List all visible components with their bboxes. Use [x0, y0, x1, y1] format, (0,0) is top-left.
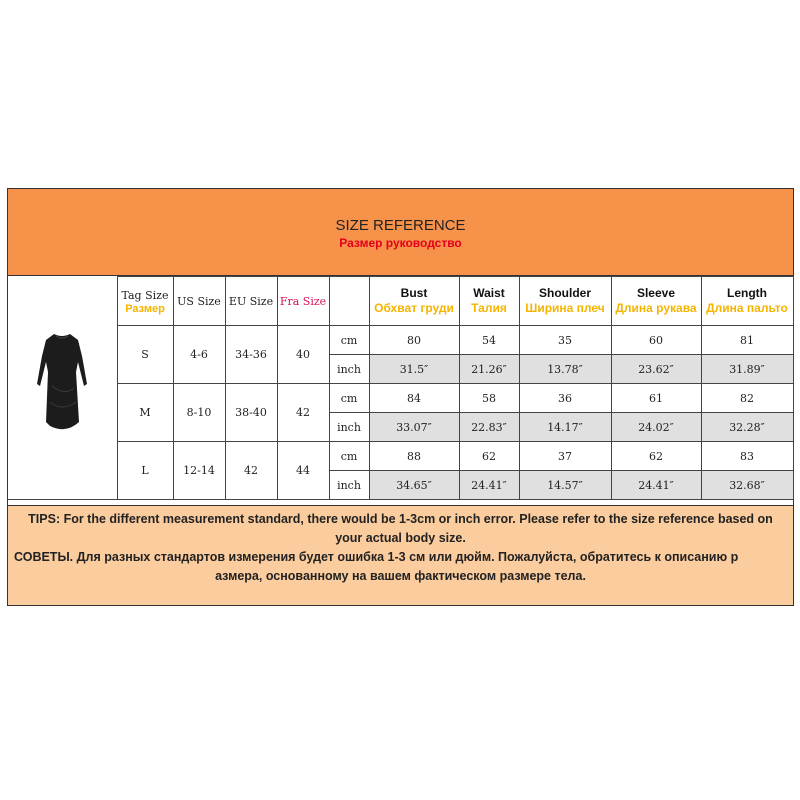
size-chart: [7, 188, 794, 606]
tips-russian-line-1: СОВЕТЫ. Для разных стандартов измерения будет ошибка 1-3 см или дюйм. Пожалуйста, обратитесь к описанию р: [14, 550, 739, 564]
sleeve-cm-m: 61: [611, 384, 701, 413]
size-table: [8, 276, 794, 500]
eu-size-l: 42: [225, 442, 277, 500]
unit-header-blank: [329, 277, 369, 326]
length-header: [701, 277, 793, 326]
fra-size-l: 44: [277, 442, 329, 500]
chart-subtitle: Размер руководство: [339, 236, 462, 250]
waist-cm-s: 54: [459, 326, 519, 355]
bust-cm-m: 84: [369, 384, 459, 413]
shoulder-inch-s: 13.78″: [519, 355, 611, 384]
size-l-cm-row: [8, 442, 793, 471]
sleeve-header: [611, 277, 701, 326]
shoulder-inch-m: 14.17″: [519, 413, 611, 442]
sleeve-inch-l: 24.41″: [611, 471, 701, 500]
unit-inch: inch: [329, 413, 369, 442]
eu-size-m: 38-40: [225, 384, 277, 442]
us-size-m: 8-10: [173, 384, 225, 442]
bust-inch-l: 34.65″: [369, 471, 459, 500]
tips-english: TIPS: For the different measurement standard, there would be 1-3cm or inch error. Please refer to the size reference based on your actual body size.: [28, 512, 773, 545]
sleeve-inch-s: 23.62″: [611, 355, 701, 384]
tips-box: [8, 505, 793, 605]
waist-inch-s: 21.26″: [459, 355, 519, 384]
waist-cm-m: 58: [459, 384, 519, 413]
fra-size-header: [277, 277, 329, 326]
fra-size-label: Fra Size: [279, 294, 327, 308]
us-size-s: 4-6: [173, 326, 225, 384]
unit-inch: inch: [329, 471, 369, 500]
waist-cm-l: 62: [459, 442, 519, 471]
tag-size-header: [117, 277, 173, 326]
fra-size-s: 40: [277, 326, 329, 384]
tips-russian-line-2: азмера, основанному на вашем фактическом размере тела.: [215, 569, 586, 583]
chart-header: [8, 189, 793, 276]
us-size-header: US Size: [173, 277, 225, 326]
sleeve-label: Sleeve: [636, 286, 676, 300]
waist-inch-l: 24.41″: [459, 471, 519, 500]
header-row: [8, 277, 793, 326]
eu-size-header: EU Size: [225, 277, 277, 326]
product-photo-cell: [8, 277, 117, 500]
length-label-ru: Длина пальто: [706, 301, 788, 315]
chart-title: SIZE REFERENCE: [335, 217, 466, 234]
sleeve-label-ru: Длина рукава: [615, 301, 697, 315]
tag-size-m: M: [117, 384, 173, 442]
bust-inch-m: 33.07″: [369, 413, 459, 442]
sleeve-cm-s: 60: [611, 326, 701, 355]
shoulder-cm-s: 35: [519, 326, 611, 355]
bust-cm-l: 88: [369, 442, 459, 471]
unit-cm: cm: [329, 326, 369, 355]
eu-size-s: 34-36: [225, 326, 277, 384]
shoulder-cm-l: 37: [519, 442, 611, 471]
shoulder-label: Shoulder: [538, 286, 591, 300]
sleeve-inch-m: 24.02″: [611, 413, 701, 442]
tag-size-s: S: [117, 326, 173, 384]
shoulder-header: [519, 277, 611, 326]
unit-cm: cm: [329, 384, 369, 413]
length-cm-l: 83: [701, 442, 793, 471]
tips-russian: [14, 548, 787, 586]
shoulder-label-ru: Ширина плеч: [525, 301, 605, 315]
bust-cm-s: 80: [369, 326, 459, 355]
tag-size-label-ru: Размер: [125, 302, 165, 315]
unit-cm: cm: [329, 442, 369, 471]
length-inch-s: 31.89″: [701, 355, 793, 384]
size-m-cm-row: [8, 384, 793, 413]
length-cm-m: 82: [701, 384, 793, 413]
black-dress-image: [32, 326, 92, 446]
bust-header: [369, 277, 459, 326]
tag-size-l: L: [117, 442, 173, 500]
bust-inch-s: 31.5″: [369, 355, 459, 384]
waist-label: Waist: [473, 286, 505, 300]
unit-inch: inch: [329, 355, 369, 384]
length-inch-m: 32.28″: [701, 413, 793, 442]
waist-inch-m: 22.83″: [459, 413, 519, 442]
bust-label-ru: Обхват груди: [374, 301, 454, 315]
length-cm-s: 81: [701, 326, 793, 355]
shoulder-cm-m: 36: [519, 384, 611, 413]
shoulder-inch-l: 14.57″: [519, 471, 611, 500]
size-s-cm-row: [8, 326, 793, 355]
length-inch-l: 32.68″: [701, 471, 793, 500]
waist-header: [459, 277, 519, 326]
length-label: Length: [727, 286, 767, 300]
us-size-l: 12-14: [173, 442, 225, 500]
waist-label-ru: Талия: [471, 301, 507, 315]
tag-size-label: Tag Size: [121, 288, 169, 302]
sleeve-cm-l: 62: [611, 442, 701, 471]
bust-label: Bust: [400, 286, 428, 300]
fra-size-m: 42: [277, 384, 329, 442]
